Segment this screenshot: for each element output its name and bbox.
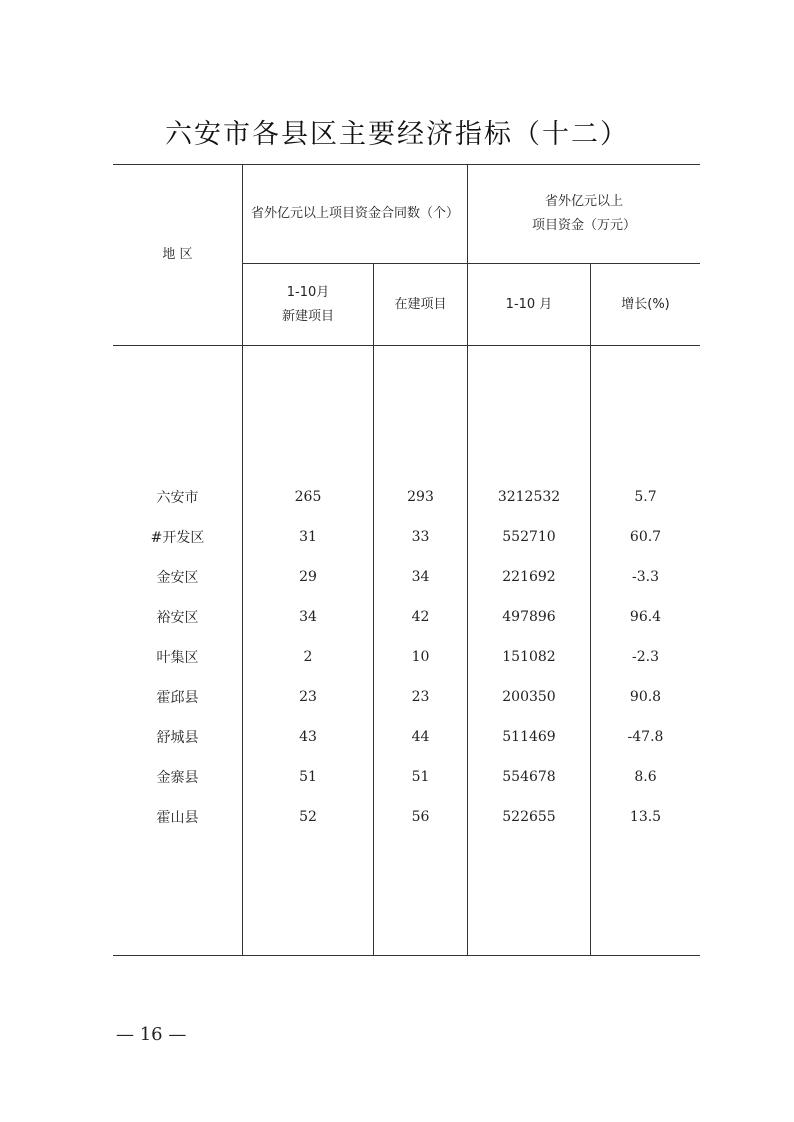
new-projects-cell: 51	[299, 769, 317, 785]
funds-cell: 200350	[502, 689, 556, 705]
funds-cell: 511469	[502, 729, 556, 745]
region-cell: 金安区	[156, 570, 199, 586]
new-projects-cell: 23	[299, 689, 317, 705]
header-funds-group: 省外亿元以上 项目资金（万元）	[531, 194, 636, 233]
growth-cell: -2.3	[632, 649, 659, 665]
growth-cell: 60.7	[629, 529, 662, 545]
funds-cell: 3212532	[497, 489, 561, 505]
new-projects-cell: 29	[299, 569, 317, 585]
ongoing-projects-cell: 51	[411, 769, 430, 785]
table-bottom-rule	[113, 955, 700, 956]
header-bottom-rule	[113, 345, 700, 346]
header-contracts-group: 省外亿元以上项目资金合同数（个）	[250, 206, 459, 221]
region-cell: 裕安区	[156, 610, 199, 626]
ongoing-projects-cell: 34	[411, 569, 430, 585]
funds-cell: 522655	[502, 809, 556, 825]
new-projects-cell: 43	[299, 729, 317, 745]
page-number: — 16 —	[116, 1024, 187, 1045]
funds-cell: 554678	[502, 769, 556, 785]
region-cell: 六安市	[156, 490, 199, 506]
ongoing-projects-cell: 44	[411, 729, 430, 745]
growth-cell: 5.7	[634, 489, 657, 505]
growth-cell: -47.8	[627, 729, 664, 745]
ongoing-projects-cell: 33	[411, 529, 430, 545]
new-projects-cell: 2	[303, 649, 313, 665]
region-cell: 霍山县	[156, 810, 199, 826]
funds-cell: 497896	[502, 609, 556, 625]
growth-cell: 13.5	[629, 809, 662, 825]
header-ongoing-projects: 在建项目	[394, 296, 447, 312]
new-projects-cell: 52	[299, 809, 317, 825]
new-projects-cell: 31	[299, 529, 317, 545]
growth-cell: -3.3	[632, 569, 659, 585]
new-projects-cell: 265	[294, 489, 322, 505]
ongoing-projects-cell: 23	[411, 689, 430, 705]
header-period: 1-10 月	[505, 296, 553, 312]
new-projects-cell: 34	[299, 609, 317, 625]
ongoing-projects-cell: 56	[411, 809, 430, 825]
region-cell: 舒城县	[156, 730, 199, 746]
header-new-projects: 1-10月 新建项目	[281, 284, 334, 324]
funds-cell: 151082	[502, 649, 556, 665]
header-growth: 增长(%)	[621, 296, 670, 312]
ongoing-projects-cell: 10	[411, 649, 430, 665]
ongoing-projects-cell: 293	[407, 489, 434, 505]
header-region: 地 区	[162, 247, 193, 262]
region-cell: 霍邱县	[156, 690, 199, 706]
page-title: 六安市各县区主要经济指标（十二）	[165, 119, 629, 150]
funds-cell: 221692	[502, 569, 556, 585]
growth-cell: 96.4	[629, 609, 662, 625]
growth-cell: 8.6	[634, 769, 657, 785]
funds-cell: 552710	[502, 529, 556, 545]
ongoing-projects-cell: 42	[411, 609, 430, 625]
region-cell: 金寨县	[156, 770, 199, 786]
region-cell: #开发区	[150, 530, 205, 546]
growth-cell: 90.8	[629, 689, 662, 705]
region-cell: 叶集区	[156, 650, 199, 666]
